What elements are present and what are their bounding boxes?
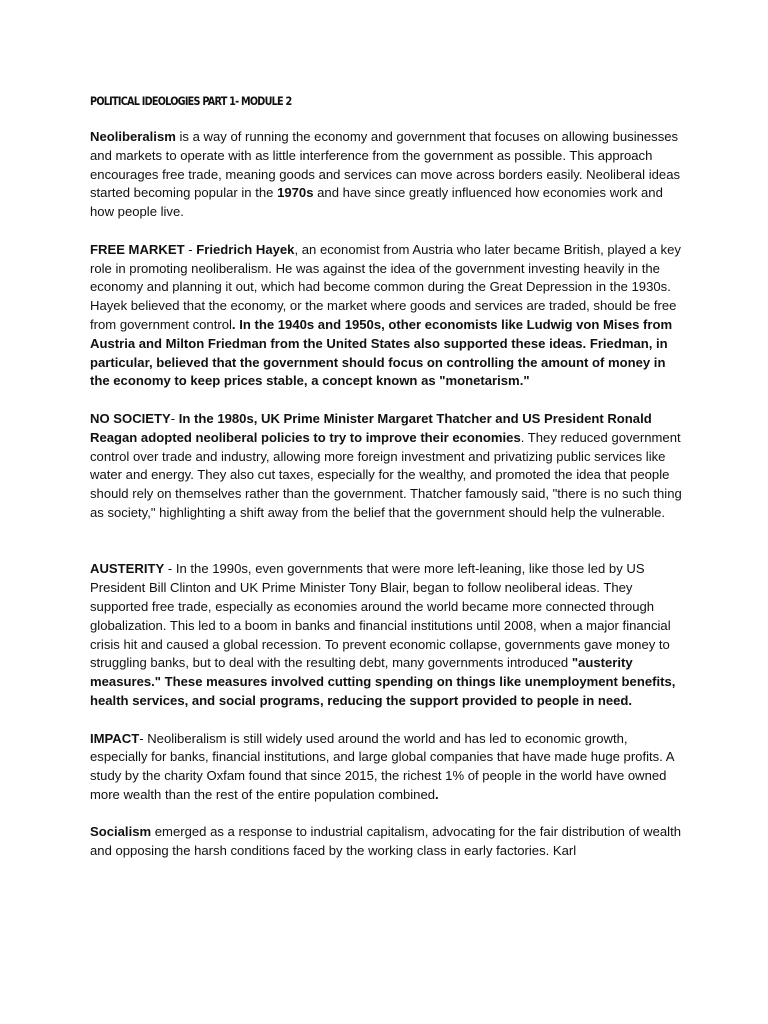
bold-austerity-measures-text: "austerity measures." These measures involved cutting spending on things like unemployment benefits, health services, and social programs, reducing the support provided to people in need. — [90, 655, 676, 708]
term-socialism: Socialism — [90, 824, 152, 840]
paragraph-impact — [90, 730, 686, 805]
paragraph-socialism — [90, 823, 686, 861]
paragraph-text: and have since greatly influenced how economies work and how people live. — [90, 185, 663, 220]
heading-austerity: AUSTERITY — [90, 561, 165, 577]
document-body — [90, 93, 686, 880]
paragraph-neoliberalism — [90, 128, 686, 222]
bold-name-hayek: Friedrich Hayek — [196, 241, 295, 257]
bold-thatcher-reagan-text: In the 1980s, UK Prime Minister Margaret Thatcher and US President Ronald Reagan adopted neoliberal policies to try to improve their economies — [90, 410, 652, 445]
paragraph-text: - — [170, 410, 179, 426]
paragraph-text: - — [184, 241, 197, 257]
heading-impact: IMPACT — [90, 730, 140, 746]
paragraph-text: . They reduced government control over trade and industry, allowing more foreign investment and privatizing public services like water and energy. They also cut taxes, especially for the wealthy, and promoted the idea that people should rely on themselves rather than the government. Thatcher famously said, "there is no such thing as society," highlighting a shift away from the belief that the government should help the vulnerable. — [90, 429, 682, 520]
bold-period: . — [435, 786, 439, 802]
heading-no-society: NO SOCIETY — [90, 410, 171, 426]
paragraph-free-market — [90, 241, 686, 391]
document-title: POLITICAL IDEOLOGIES PART 1- MODULE 2 — [90, 94, 292, 108]
paragraph-text: , an economist from Austria who later became British, played a key role in promoting neoliberalism. He was against the idea of the government investing heavily in the economy and planning it out, which had become common during the Great Depression in the 1930s. Hayek believed that the economy, or the market where goods and services are traded, should be free from government control — [90, 241, 681, 332]
paragraph-text: - Neoliberalism is still widely used around the world and has led to economic growth, especially for banks, financial institutions, and large global companies that have made huge profits. A study by the charity Oxfam found that since 2015, the richest 1% of people in the world have owned more wealth than the rest of the entire population combined — [90, 730, 674, 802]
term-neoliberalism: Neoliberalism — [90, 129, 176, 144]
paragraph-text: is a way of running the economy and government that focuses on allowing businesses and markets to operate with as little interference from the government as possible. This approach encourages free trade, meaning goods and services can move across borders easily. Neoliberal ideas started becoming popular in the — [90, 129, 681, 201]
paragraph-no-society — [90, 410, 686, 523]
paragraph-austerity — [90, 560, 686, 710]
paragraph-text: emerged as a response to industrial capitalism, advocating for the fair distribution of wealth and opposing the harsh conditions faced by the working class in early factories. Karl — [90, 824, 681, 859]
bold-decade: 1970s — [277, 185, 314, 201]
paragraph-text: - In the 1990s, even governments that were more left-leaning, like those led by US President Bill Clinton and UK Prime Minister Tony Blair, began to follow neoliberal ideas. They supported free trade, especially as economies around the world became more connected through globalization. This led to a boom in banks and financial institutions until 2008, when a major financial crisis hit and caused a global recession. To prevent economic collapse, governments gave money to struggling banks, but to deal with the resulting debt, many governments introduced — [90, 561, 671, 671]
bold-monetarism-text: . In the 1940s and 1950s, other economists like Ludwig von Mises from Austria and Milton Friedman from the United States also supported these ideas. Friedman, in particular, believed that the government should focus on controlling the amount of money in the economy to keep prices stable, a concept known as "monetarism." — [90, 316, 673, 389]
heading-free-market: FREE MARKET — [90, 241, 185, 257]
